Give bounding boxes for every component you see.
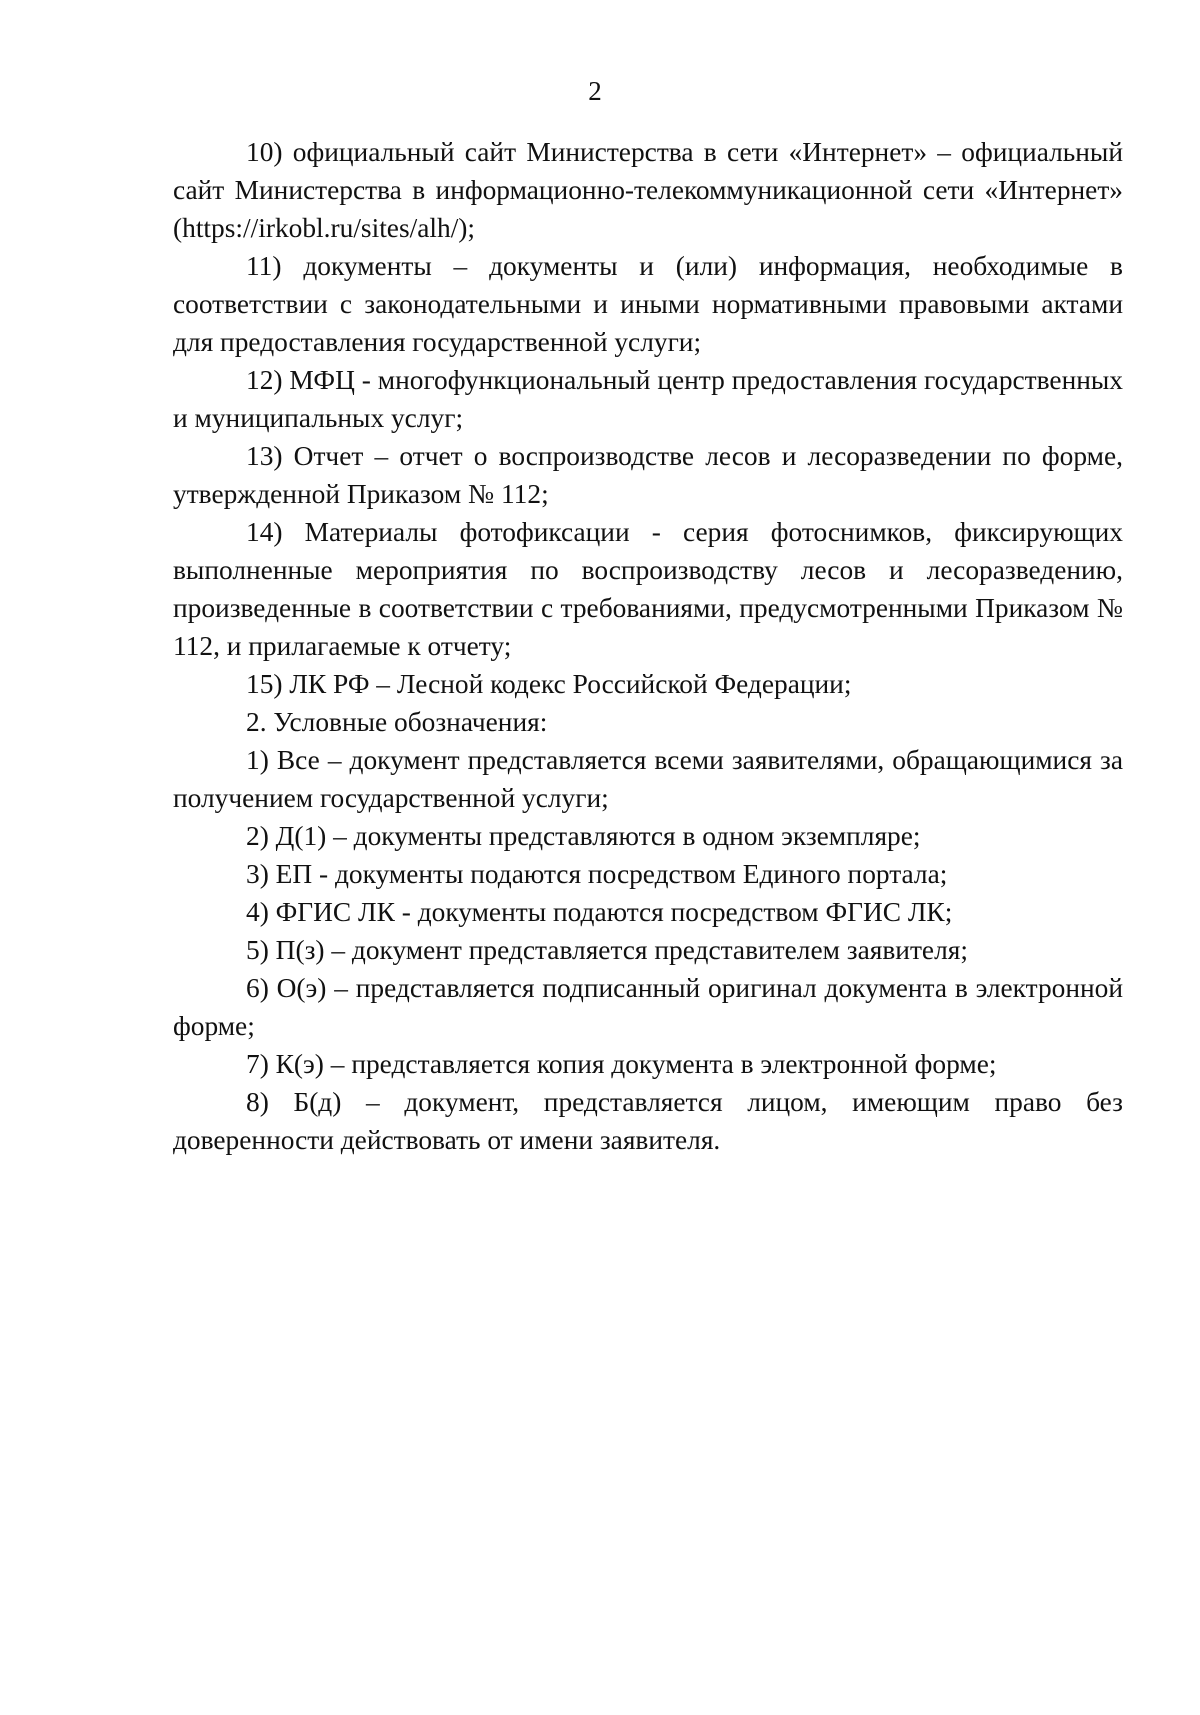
symbol-item-8: 8) Б(д) – документ, представляется лицом, имеющим право без доверенности действовать от имени заявителя. [173,1087,1123,1155]
symbol-item-4: 4) ФГИС ЛК - документы подаются посредством ФГИС ЛК; [246,897,953,927]
paragraph-item-15: 15) ЛК РФ – Лесной кодекс Российской Федерации; [246,669,852,699]
symbol-item-7: 7) К(э) – представляется копия документа в электронной форме; [246,1049,997,1079]
paragraph-item-12: 12) МФЦ - многофункциональный центр предоставления государственных и муниципальных услуг; [173,365,1123,433]
document-body [173,133,1123,1159]
paragraph-item-10: 10) официальный сайт Министерства в сети «Интернет» – официальный сайт Министерства в информационно-телекоммуникационной сети «Интернет» (https://irkobl.ru/sites/alh/); [173,137,1123,243]
symbol-item-3: 3) ЕП - документы подаются посредством Единого портала; [246,859,948,889]
symbol-item-1: 1) Все – документ представляется всеми заявителями, обращающимися за получением государственной услуги; [173,745,1123,813]
symbol-item-2: 2) Д(1) – документы представляются в одном экземпляре; [246,821,921,851]
symbol-item-5: 5) П(з) – документ представляется представителем заявителя; [246,935,968,965]
paragraph-item-14: 14) Материалы фотофиксации - серия фотоснимков, фиксирующих выполненные мероприятия по воспроизводству лесов и лесоразведению, произведенные в соответствии с требованиями, предусмотренными Приказом № 112, и прилагаемые к отчету; [173,517,1123,661]
symbol-item-6: 6) О(э) – представляется подписанный оригинал документа в электронной форме; [173,973,1123,1041]
paragraph-item-11: 11) документы – документы и (или) информация, необходимые в соответствии с законодательными и иными нормативными правовыми актами для предоставления государственной услуги; [173,251,1123,357]
paragraph-item-13: 13) Отчет – отчет о воспроизводстве лесов и лесоразведении по форме, утвержденной Приказом № 112; [173,441,1123,509]
section-heading-symbols: 2. Условные обозначения: [246,707,548,737]
page-number: 2 [588,76,602,106]
